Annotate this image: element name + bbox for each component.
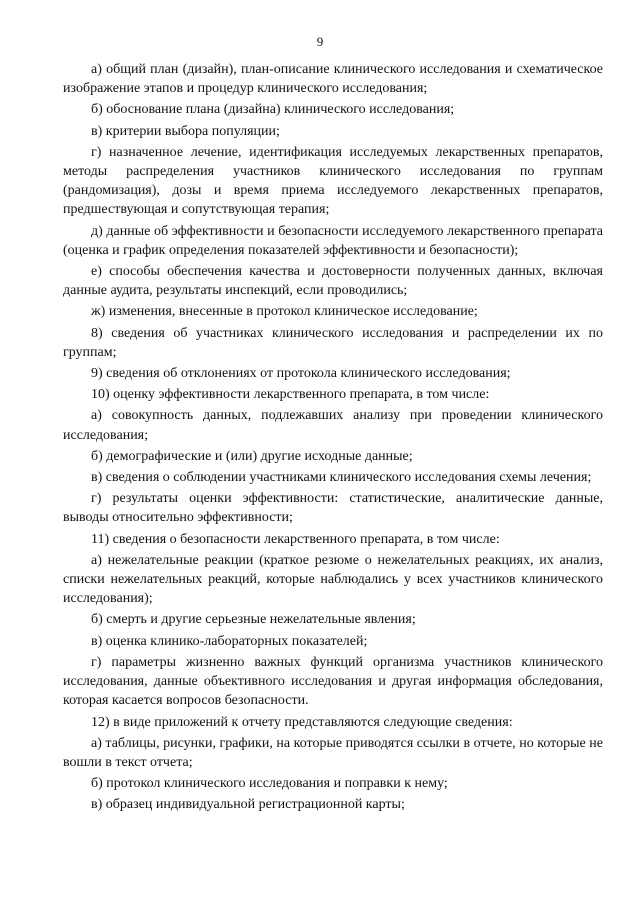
paragraph: г) результаты оценки эффективности: статистические, аналитические данные, выводы относительно эффективности; [63,491,603,526]
page-number: 9 [316,34,324,49]
paragraph: а) общий план (дизайн), план-описание клинического исследования и схематическое изображение этапов и процедур клинического исследования; [63,62,603,97]
paragraph: 11) сведения о безопасности лекарственного препарата, в том числе: [91,531,500,547]
paragraph: в) критерии выбора популяции; [91,123,280,139]
paragraph: е) способы обеспечения качества и достоверности полученных данных, включая данные аудита, результаты инспекций, если проводились; [63,264,603,299]
paragraph: д) данные об эффективности и безопасности исследуемого лекарственного препарата (оценка и график определения показателей эффективности и безопасности); [63,223,603,258]
paragraph: б) демографические и (или) другие исходные данные; [91,448,413,464]
paragraph: а) совокупность данных, подлежавших анализу при проведении клинического исследования; [63,408,603,443]
paragraph: 10) оценку эффективности лекарственного препарата, в том числе: [91,387,490,403]
paragraph: а) нежелательные реакции (краткое резюме о нежелательных реакциях, их анализ, списки нежелательных реакций, которые наблюдались у всех участников клинического исследования); [63,552,603,607]
paragraph: 8) сведения об участниках клинического исследования и распределении их по группам; [63,325,603,360]
paragraph: б) смерть и другие серьезные нежелательные явления; [91,612,416,628]
paragraph: в) сведения о соблюдении участниками клинического исследования схемы лечения; [91,470,592,486]
paragraph: 9) сведения об отклонениях от протокола клинического исследования; [91,366,511,382]
paragraph: 12) в виде приложений к отчету представляются следующие сведения: [91,714,513,730]
paragraph: ж) изменения, внесенные в протокол клиническое исследование; [91,304,478,320]
paragraph: б) протокол клинического исследования и поправки к нему; [91,776,448,792]
paragraph: в) образец индивидуальной регистрационной карты; [91,797,405,813]
paragraph: а) таблицы, рисунки, графики, на которые приводятся ссылки в отчете, но которые не вошли в текст отчета; [63,735,603,770]
paragraph: г) назначенное лечение, идентификация исследуемых лекарственных препаратов, методы распределения участников клинического исследования по группам (рандомизация), дозы и время приема исследуемого лекарственных препаратов, предшествующая и сопутствующая терапия; [63,144,603,218]
paragraph: г) параметры жизненно важных функций организма участников клинического исследования, данные объективного исследования и другая информация обследования, которая касается вопросов безопасности. [63,654,603,709]
paragraph: в) оценка клинико-лабораторных показателей; [91,633,368,649]
paragraph: б) обоснование плана (дизайна) клинического исследования; [91,102,455,118]
document-body [63,60,603,817]
